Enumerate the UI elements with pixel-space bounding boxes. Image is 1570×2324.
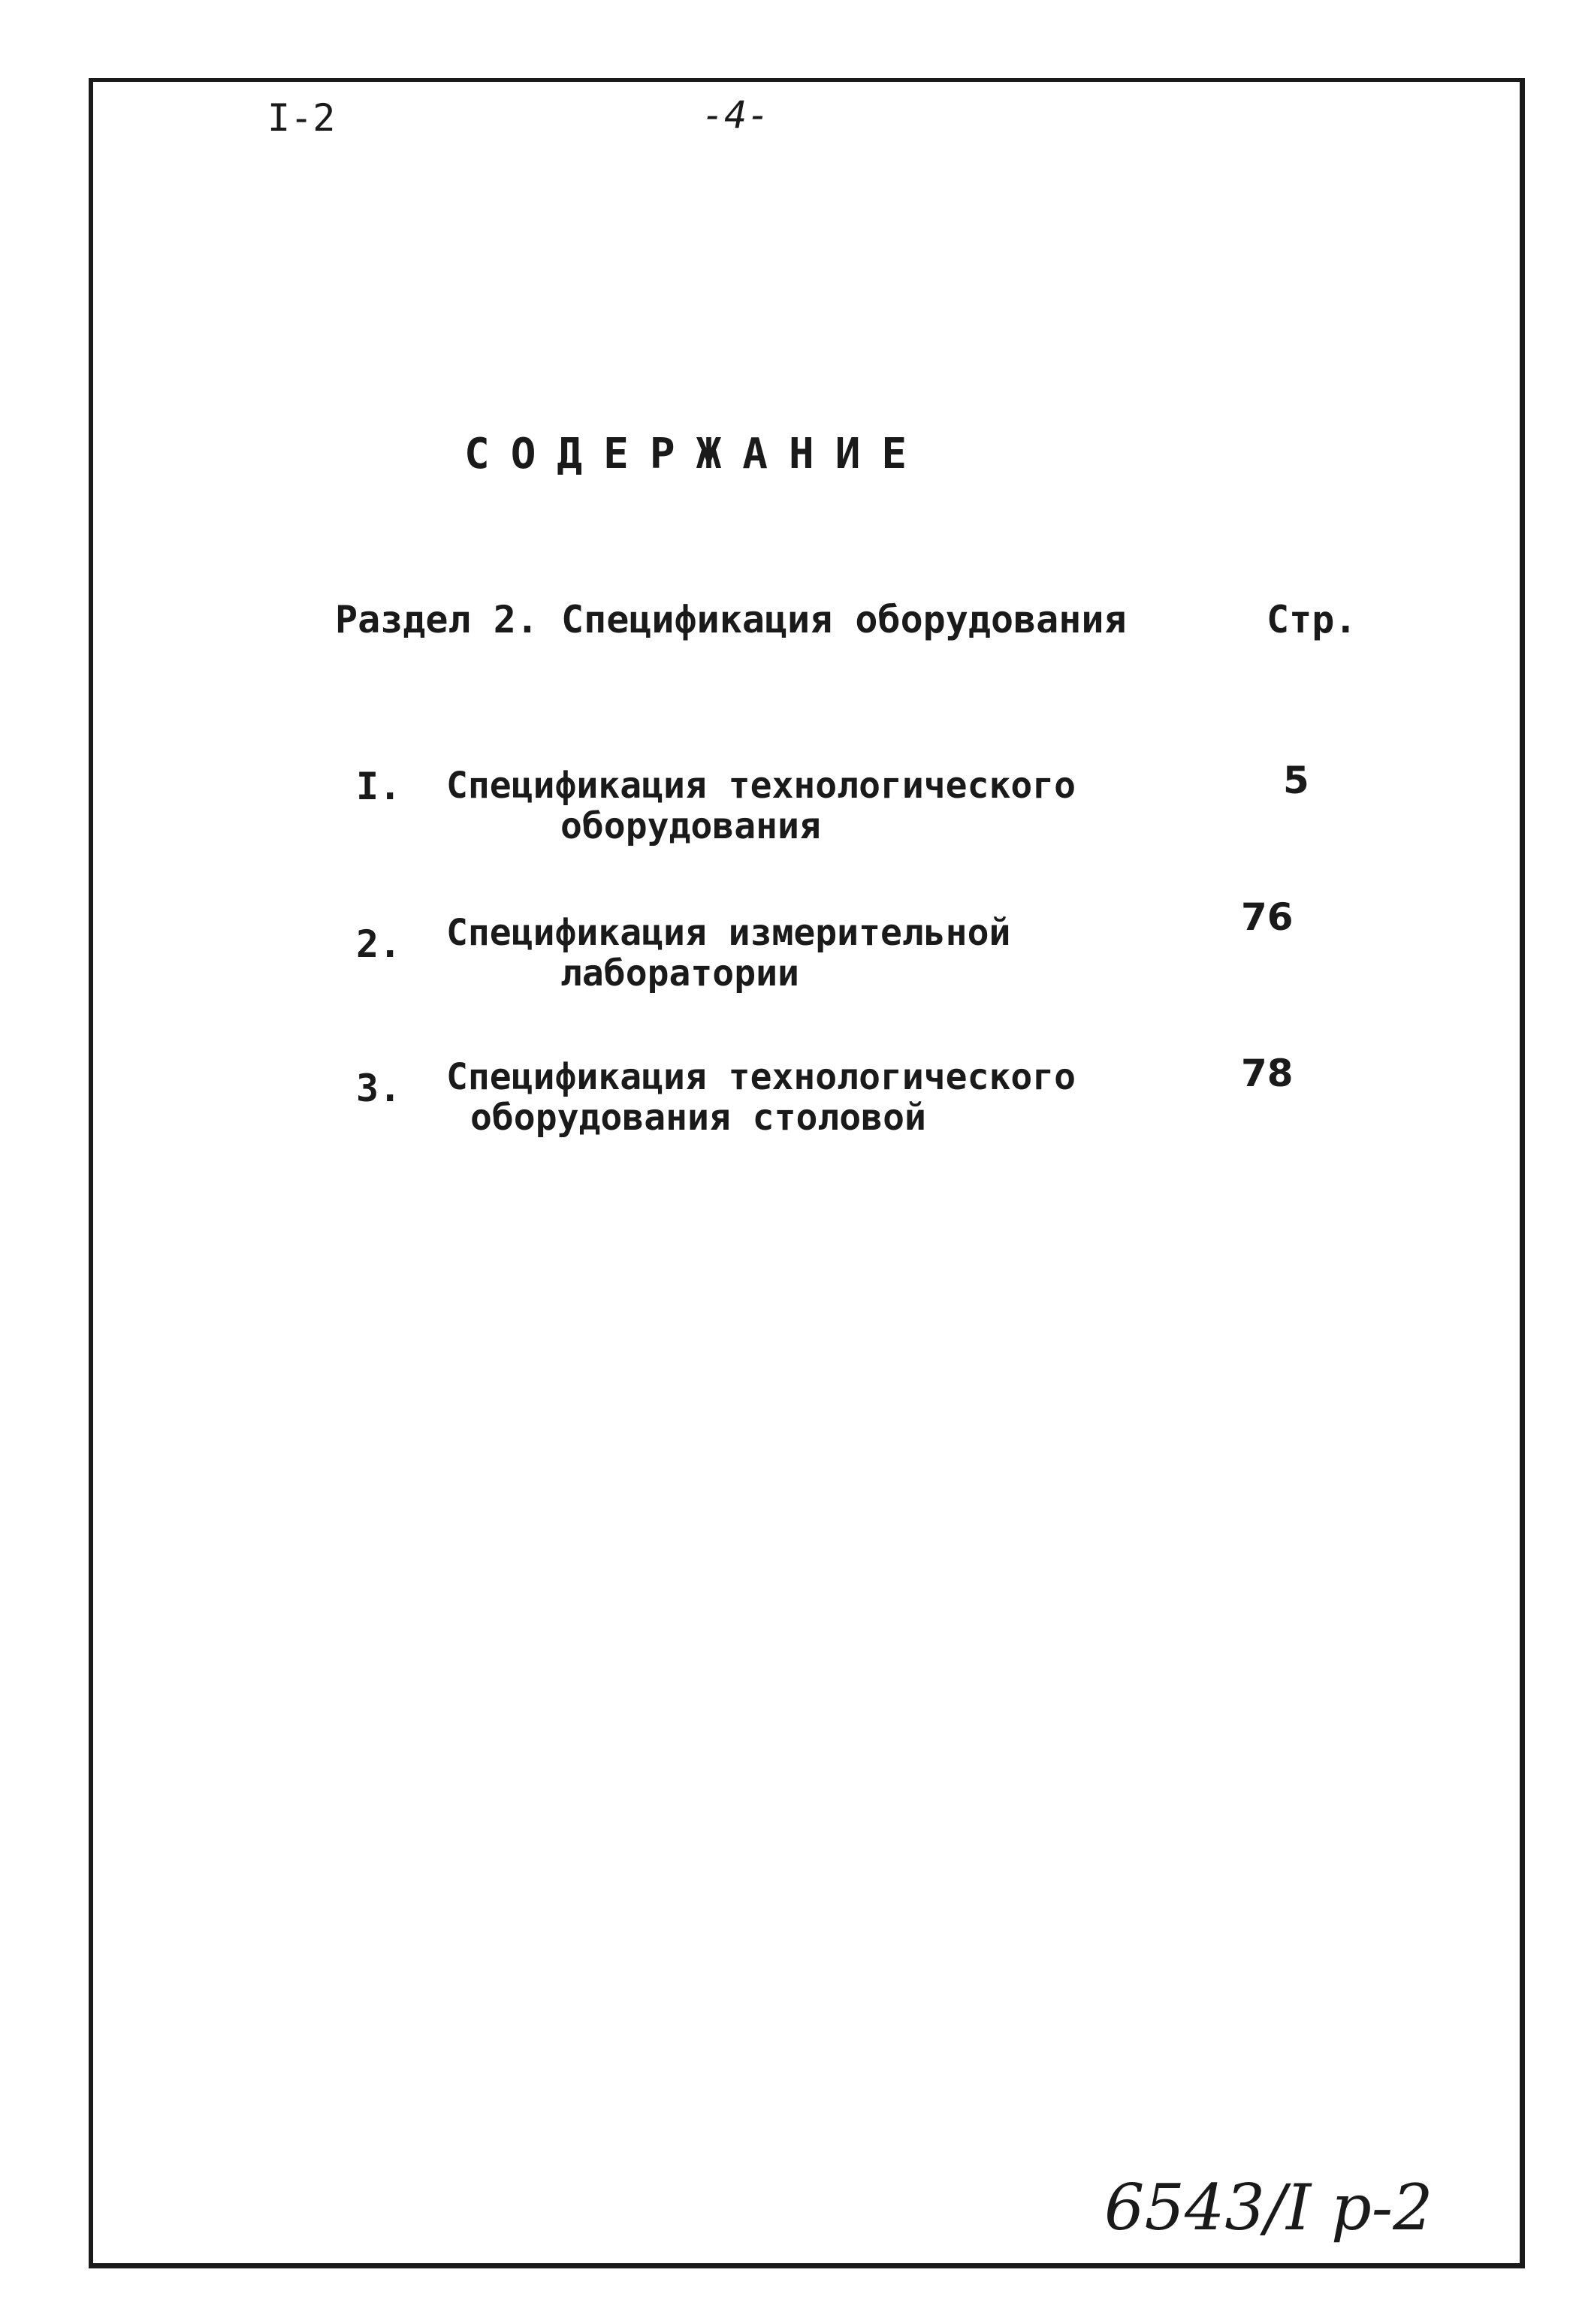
toc-item-number: 3.: [356, 1067, 402, 1110]
toc-item-page: 78: [1241, 1052, 1294, 1095]
sheet-frame: [89, 78, 1525, 2268]
section-heading: Раздел 2. Спецификация оборудования: [335, 598, 1127, 641]
toc-item-title-line: лаборатории: [560, 952, 799, 994]
sheet-code: I-2: [267, 96, 336, 140]
toc-item-title-line: Спецификация измерительной: [446, 912, 1011, 954]
toc-item-page: 5: [1283, 759, 1309, 802]
toc-item-page: 76: [1241, 895, 1294, 939]
toc-item-title-line: Спецификация технологического: [446, 1056, 1076, 1098]
archive-stamp-text: 6543/I р-2: [1104, 2171, 1433, 2244]
page-number: -4-: [702, 93, 770, 137]
toc-item-title-line: оборудования: [560, 805, 821, 847]
archive-stamp: [1097, 2163, 1487, 2276]
page-column-header: Стр.: [1267, 598, 1357, 641]
toc-item-title-line: Спецификация технологического: [446, 765, 1076, 807]
toc-item-number: I.: [356, 765, 402, 808]
toc-item-title-line: оборудования столовой: [470, 1097, 926, 1139]
document-title: СОДЕРЖАНИЕ: [464, 430, 928, 478]
toc-item-number: 2.: [356, 922, 402, 966]
